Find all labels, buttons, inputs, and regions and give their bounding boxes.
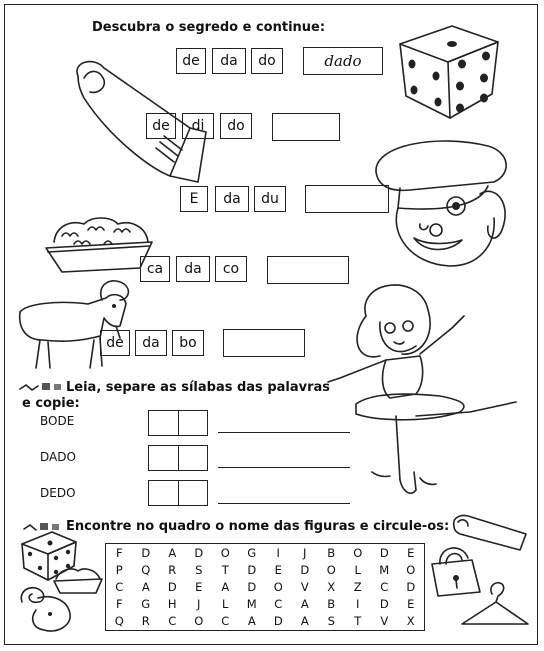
sailor-boy-icon <box>370 134 520 274</box>
grid-letter[interactable]: A <box>300 614 309 629</box>
goat-icon <box>16 584 76 636</box>
grid-letter[interactable]: I <box>276 545 280 560</box>
grid-letter[interactable]: O <box>220 545 230 560</box>
grid-letter[interactable]: E <box>407 597 415 612</box>
syllable-split-box[interactable] <box>148 480 208 506</box>
grid-letter[interactable]: P <box>115 562 123 577</box>
grid-letter[interactable]: D <box>167 579 177 594</box>
grid-letter[interactable]: F <box>115 597 123 612</box>
grid-letter[interactable]: T <box>221 562 229 577</box>
grid-letter[interactable]: B <box>327 597 336 612</box>
grid-letter[interactable]: D <box>273 614 283 629</box>
grid-row <box>106 561 424 578</box>
grid-letter[interactable]: V <box>380 614 389 629</box>
grid-letter[interactable]: G <box>141 597 151 612</box>
syllable-box: bo <box>172 330 204 356</box>
grid-letter[interactable]: R <box>168 562 177 577</box>
hanger-icon <box>458 580 534 632</box>
grid-letter[interactable]: S <box>327 614 335 629</box>
syllable-box: E <box>180 186 208 212</box>
grid-letter[interactable]: B <box>327 545 336 560</box>
grid-letter[interactable]: O <box>194 614 204 629</box>
grid-letter[interactable]: A <box>168 545 177 560</box>
syllable-box: de <box>146 113 176 139</box>
grid-letter[interactable]: D <box>406 579 416 594</box>
instruction-section-2-cont: e copie: <box>22 396 80 411</box>
grid-letter[interactable]: E <box>407 545 415 560</box>
instruction-section-2: Leia, separe as sílabas das palavras <box>66 380 331 395</box>
syllable-box: ca <box>140 256 170 282</box>
grid-letter[interactable]: M <box>379 562 390 577</box>
syllable-box: di <box>182 113 214 139</box>
grid-letter[interactable]: A <box>141 579 150 594</box>
answer-box[interactable] <box>223 329 305 357</box>
syllable-box: co <box>215 256 247 282</box>
grid-letter[interactable]: C <box>221 614 230 629</box>
grid-letter[interactable]: J <box>303 545 307 560</box>
grid-letter[interactable]: G <box>247 545 257 560</box>
syllable-box: da <box>212 48 246 74</box>
grid-row <box>106 596 424 613</box>
answer-text: dado <box>324 52 362 70</box>
grid-letter[interactable]: L <box>354 562 361 577</box>
word-label: BODE <box>40 414 75 428</box>
grid-letter[interactable]: A <box>221 579 230 594</box>
answer-box[interactable] <box>272 113 340 141</box>
instruction-section-1: Descubra o segredo e continue: <box>92 20 326 35</box>
word-label: DEDO <box>40 486 76 500</box>
grid-letter[interactable]: C <box>380 579 389 594</box>
grid-letter[interactable]: R <box>141 614 150 629</box>
grid-letter[interactable]: A <box>300 597 309 612</box>
grid-letter[interactable]: A <box>247 614 256 629</box>
grid-letter[interactable]: D <box>379 597 389 612</box>
grid-letter[interactable]: D <box>300 562 310 577</box>
scribble-icon <box>18 381 68 393</box>
ballerina-icon <box>320 276 530 504</box>
grid-letter[interactable]: D <box>379 545 389 560</box>
grid-letter[interactable]: D <box>194 545 204 560</box>
grid-letter[interactable]: O <box>273 579 283 594</box>
grid-row <box>106 613 424 630</box>
grid-letter[interactable]: C <box>115 579 124 594</box>
grid-letter[interactable]: L <box>222 597 229 612</box>
finger-icon <box>70 58 210 184</box>
grid-letter[interactable]: D <box>141 545 151 560</box>
grid-letter[interactable]: X <box>327 579 336 594</box>
syllable-box: da <box>135 330 167 356</box>
grid-letter[interactable]: E <box>274 562 282 577</box>
syllable-split-box[interactable] <box>148 410 208 436</box>
grid-letter[interactable]: T <box>354 614 362 629</box>
grid-letter[interactable]: F <box>115 545 123 560</box>
answer-box[interactable] <box>303 47 383 75</box>
grid-letter[interactable]: O <box>326 562 336 577</box>
grid-letter[interactable]: D <box>247 562 257 577</box>
grid-letter[interactable]: D <box>247 579 257 594</box>
grid-letter[interactable]: Q <box>114 614 124 629</box>
grid-letter[interactable]: V <box>300 579 309 594</box>
syllable-box: da <box>215 186 249 212</box>
grid-letter[interactable]: M <box>246 597 257 612</box>
goat-icon <box>16 278 134 372</box>
grid-letter[interactable]: S <box>195 562 203 577</box>
grid-letter[interactable]: C <box>168 614 177 629</box>
grid-letter[interactable]: Z <box>353 579 362 594</box>
grid-letter[interactable]: Q <box>141 562 151 577</box>
grid-letter[interactable]: I <box>356 597 360 612</box>
syllable-box: do <box>251 48 283 74</box>
dice-icon <box>392 14 504 126</box>
grid-letter[interactable]: O <box>406 562 416 577</box>
word-search-grid <box>105 543 425 631</box>
grid-row <box>106 544 424 561</box>
grid-letter[interactable]: H <box>167 597 177 612</box>
syllable-box: do <box>220 113 252 139</box>
grid-row <box>106 578 424 595</box>
grid-letter[interactable]: C <box>274 597 283 612</box>
syllable-box: da <box>176 256 210 282</box>
grid-letter[interactable]: E <box>195 579 203 594</box>
word-label: DADO <box>40 450 76 464</box>
grid-letter[interactable]: J <box>197 597 201 612</box>
bowl-of-food-icon <box>44 214 156 276</box>
instruction-section-3: Encontre no quadro o nome das figuras e circule-os: <box>66 519 450 534</box>
grid-letter[interactable]: O <box>353 545 363 560</box>
syllable-box: du <box>254 186 286 212</box>
syllable-box: de <box>176 48 206 74</box>
syllable-split-box[interactable] <box>148 445 208 471</box>
syllable-box: de <box>100 330 130 356</box>
grid-letter[interactable]: X <box>406 614 415 629</box>
